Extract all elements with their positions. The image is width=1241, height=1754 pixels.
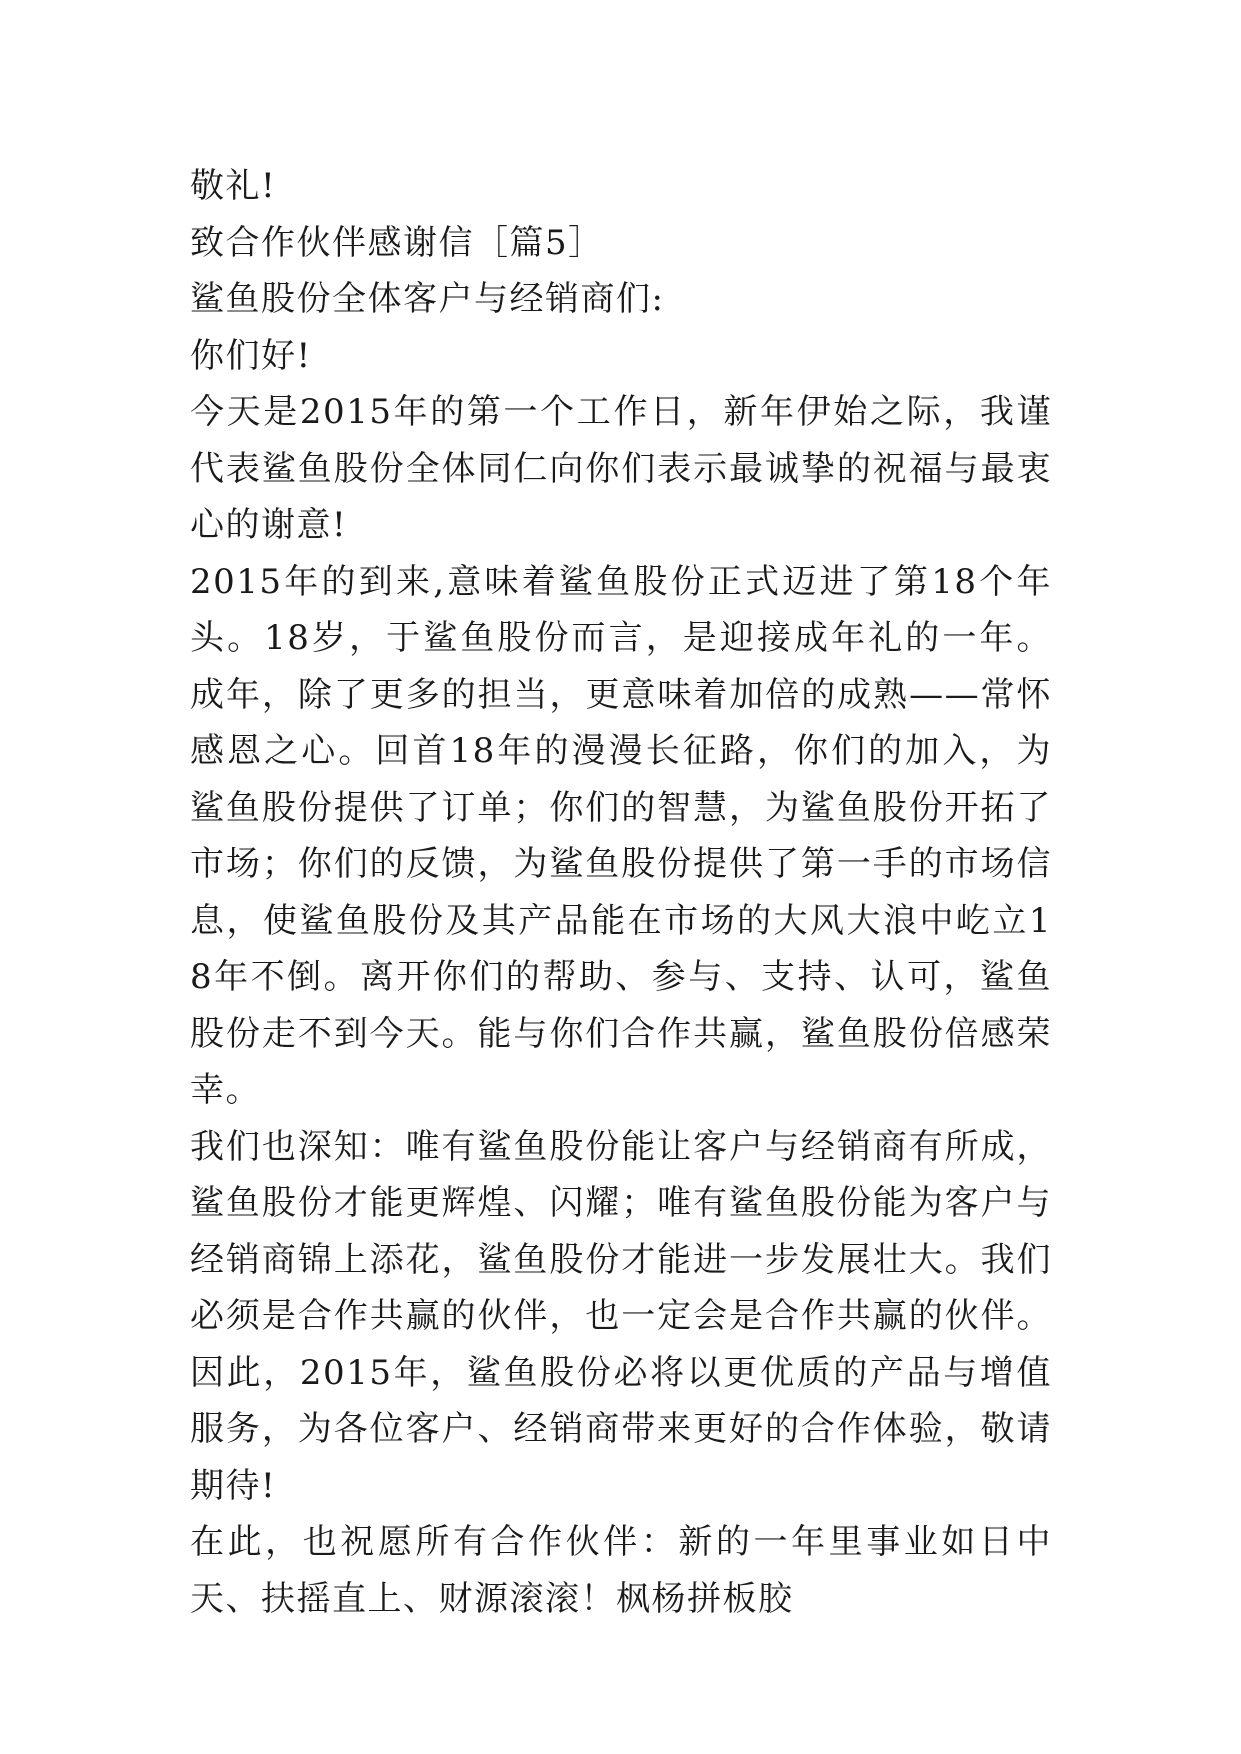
paragraph-commitment: 我们也深知：唯有鲨鱼股份能让客户与经销商有所成，鲨鱼股份才能更辉煌、闪耀；唯有鲨鱼股份能为客户与经销商锦上添花，鲨鱼股份才能进一步发展壮大。我们必须是合作共赢的伙伴，也一定会是合作共赢的伙伴。因此，2015年，鲨鱼股份必将以更优质的产品与增值服务，为各位客户、经销商带来更好的合作体验，敬请期待!	[190, 1126, 1052, 1506]
paragraph-intro: 今天是2015年的第一个工作日，新年伊始之际，我谨代表鲨鱼股份全体同仁向你们表示最诚挚的祝福与最衷心的谢意!	[190, 392, 1052, 545]
paragraph-wishes: 在此，也祝愿所有合作伙伴：新的一年里事业如日中天、扶摇直上、财源滚滚！枫杨拼板胶	[190, 1522, 1052, 1619]
letter-greeting: 你们好!	[190, 335, 312, 376]
paragraph-anniversary: 2015年的到来,意味着鲨鱼股份正式迈进了第18个年头。18岁，于鲨鱼股份而言，是迎接成年礼的一年。成年，除了更多的担当，更意味着加倍的成熟——常怀感恩之心。回首18年的漫漫长征路，你们的加入，为鲨鱼股份提供了订单；你们的智慧，为鲨鱼股份开拓了市场；你们的反馈，为鲨鱼股份提供了第一手的市场信息，使鲨鱼股份及其产品能在市场的大风大浪中屹立18年不倒。离开你们的帮助、参与、支持、认可，鲨鱼股份走不到今天。能与你们合作共赢，鲨鱼股份倍感荣幸。	[190, 561, 1052, 1110]
letter-title: 致合作伙伴感谢信［篇5］	[190, 222, 604, 263]
document-body	[190, 158, 1052, 1627]
closing-salutation: 敬礼!	[190, 166, 277, 206]
letter-addressee: 鲨鱼股份全体客户与经销商们:	[190, 279, 665, 319]
